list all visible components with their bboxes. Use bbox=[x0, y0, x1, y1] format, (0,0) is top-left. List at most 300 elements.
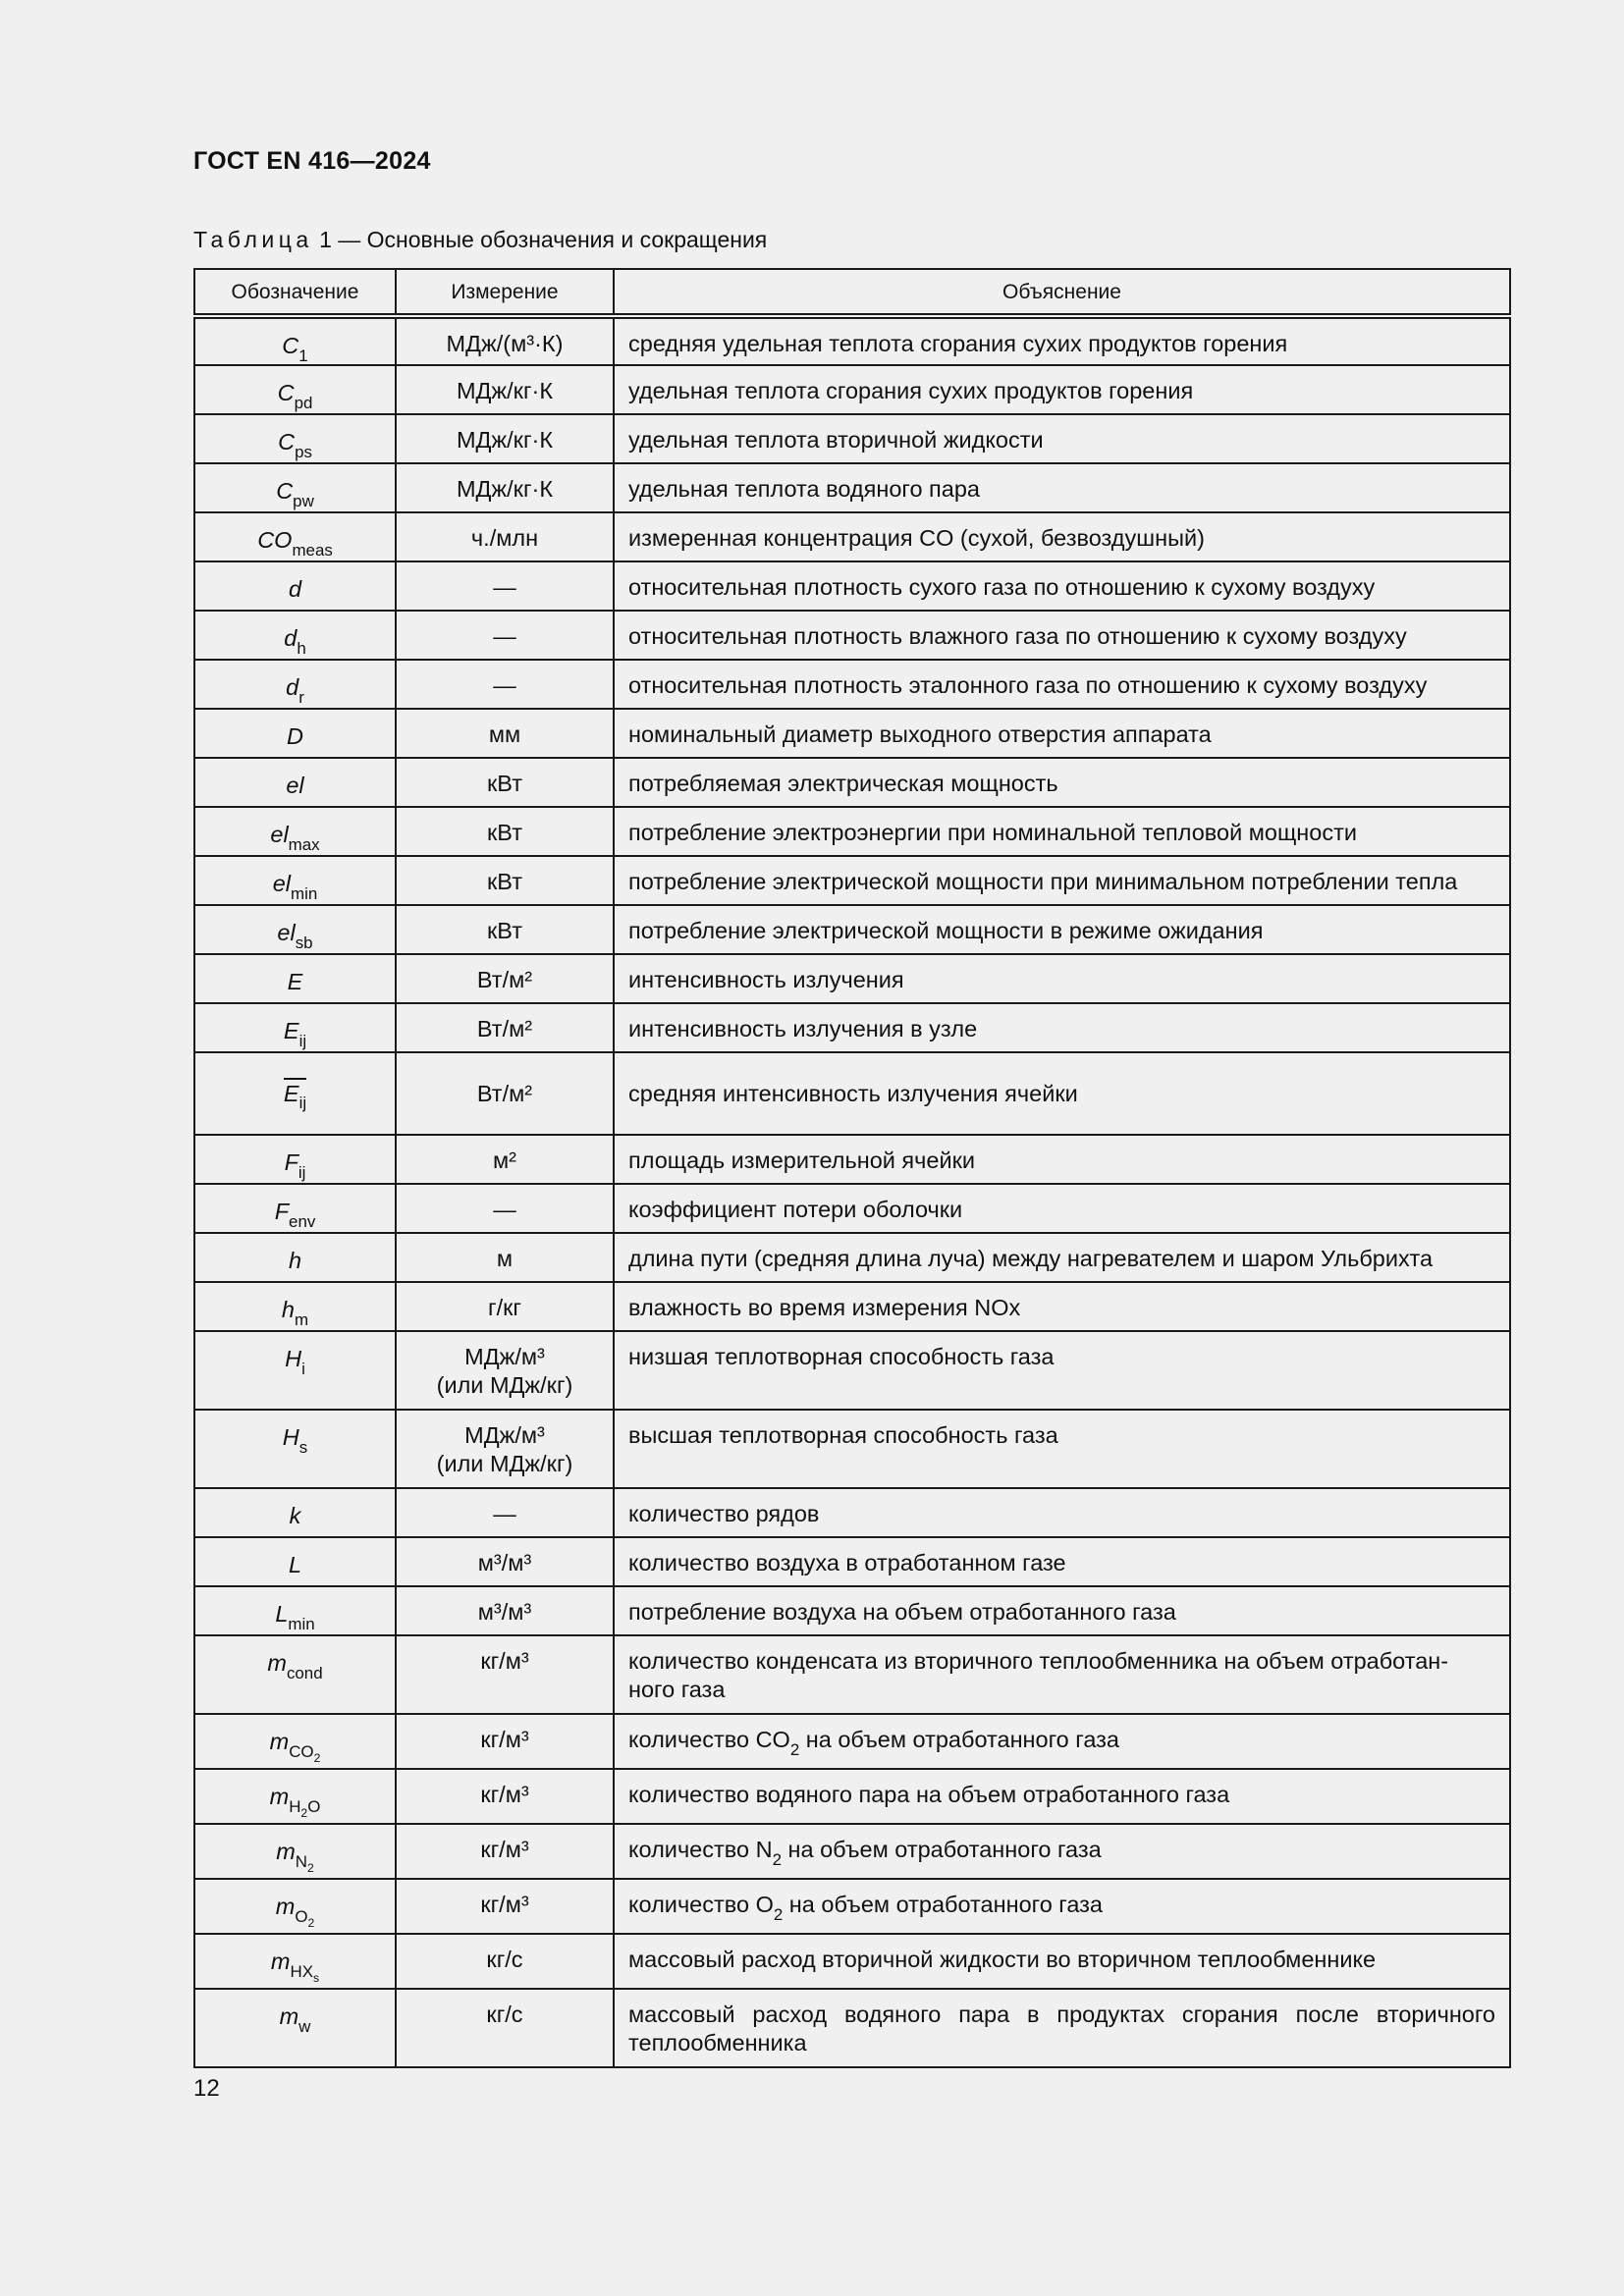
explanation-cell bbox=[614, 1003, 1510, 1052]
unit-text: МДж/кг·К bbox=[456, 378, 554, 403]
symbol-base: m bbox=[276, 1839, 296, 1864]
symbol-subscript bbox=[299, 1094, 307, 1112]
unit-cell bbox=[396, 365, 614, 414]
explanation-cell bbox=[614, 954, 1510, 1003]
unit-text: МДж/м³ bbox=[464, 1422, 545, 1448]
explanation-text: относительная плотность сухого газа по отношению к сухому воздуху bbox=[628, 574, 1376, 600]
explanation-text-tail: на объем отработанного газа bbox=[799, 1727, 1119, 1752]
explanation-cell bbox=[614, 611, 1510, 660]
symbol bbox=[272, 871, 318, 903]
explanation-text-continued: теплообменника bbox=[628, 2030, 807, 2056]
explanation-text: потребление воздуха на объем отработанного газа bbox=[628, 1599, 1176, 1625]
subscript-subscript: 2 bbox=[307, 1861, 314, 1876]
symbol-cell bbox=[194, 1184, 396, 1233]
column-header-explanation: Объяснение bbox=[614, 269, 1510, 316]
explanation-text: интенсивность излучения в узле bbox=[628, 1016, 978, 1041]
unit-text: кВт bbox=[487, 918, 522, 943]
symbol-cell bbox=[194, 954, 396, 1003]
table-row bbox=[194, 1537, 1510, 1586]
table-row bbox=[194, 1003, 1510, 1052]
table-row bbox=[194, 807, 1510, 856]
symbol bbox=[269, 1729, 321, 1766]
unit-cell bbox=[396, 1052, 614, 1135]
table-row bbox=[194, 1714, 1510, 1769]
symbol-base: F bbox=[274, 1199, 290, 1224]
symbol-base: m bbox=[275, 1894, 296, 1919]
symbol bbox=[290, 1503, 301, 1528]
symbol bbox=[286, 674, 304, 707]
symbol bbox=[270, 1949, 320, 1986]
symbol-subscript bbox=[289, 835, 320, 854]
symbol-subscript bbox=[298, 688, 304, 707]
unit-text: кг/м³ bbox=[480, 1648, 529, 1674]
explanation-text: номинальный диаметр выходного отверстия аппарата bbox=[628, 721, 1212, 747]
unit-cell bbox=[396, 1488, 614, 1537]
unit-cell bbox=[396, 1714, 614, 1769]
explanation-cell bbox=[614, 316, 1510, 365]
symbol-overlined bbox=[283, 1078, 307, 1113]
unit-cell bbox=[396, 611, 614, 660]
symbol-subscript bbox=[298, 347, 307, 365]
symbol bbox=[286, 773, 303, 798]
unit-cell bbox=[396, 1003, 614, 1052]
explanation-text-tail: на объем отработанного газа bbox=[781, 1837, 1102, 1862]
table-row bbox=[194, 1488, 1510, 1537]
caption-word: Таблица bbox=[193, 227, 313, 252]
explanation-cell bbox=[614, 512, 1510, 561]
page-number: 12 bbox=[193, 2075, 220, 2102]
subscript-tail: O bbox=[307, 1796, 321, 1816]
subscript-text: ij bbox=[298, 1094, 307, 1113]
symbol-cell bbox=[194, 807, 396, 856]
unit-text: кг/с bbox=[486, 2002, 523, 2027]
symbol-base: F bbox=[284, 1149, 298, 1175]
explanation-cell bbox=[614, 856, 1510, 905]
table-row bbox=[194, 1635, 1510, 1714]
table-row bbox=[194, 660, 1510, 709]
symbol-subscript bbox=[299, 1438, 307, 1457]
unit-cell bbox=[396, 1934, 614, 1989]
symbol-cell bbox=[194, 316, 396, 365]
unit-text: м³/м³ bbox=[477, 1599, 532, 1625]
symbol bbox=[289, 1552, 301, 1577]
symbol-cell bbox=[194, 1233, 396, 1282]
unit-cell bbox=[396, 1135, 614, 1184]
table-row bbox=[194, 1233, 1510, 1282]
document-title: ГОСТ EN 416—2024 bbox=[193, 147, 431, 175]
symbol-subscript bbox=[298, 2017, 310, 2036]
table-row bbox=[194, 856, 1510, 905]
symbol-base: H bbox=[282, 1424, 299, 1450]
subscript-text: min bbox=[291, 883, 318, 903]
unit-cell bbox=[396, 463, 614, 512]
unit-cell bbox=[396, 660, 614, 709]
unit-cell bbox=[396, 758, 614, 807]
symbol-cell bbox=[194, 1410, 396, 1488]
explanation-text-continued: ного газа bbox=[628, 1677, 726, 1702]
unit-cell bbox=[396, 1824, 614, 1879]
symbol-cell bbox=[194, 1879, 396, 1934]
symbol-cell bbox=[194, 1635, 396, 1714]
explanation-cell bbox=[614, 709, 1510, 758]
symbol-subscript bbox=[295, 394, 313, 412]
unit-text: кВт bbox=[487, 869, 522, 894]
unit-text: ч./млн bbox=[470, 525, 539, 551]
explanation-text: количество конденсата из вторичного теплообменника на объем отработан- bbox=[628, 1648, 1449, 1674]
table-row bbox=[194, 512, 1510, 561]
unit-cell bbox=[396, 1331, 614, 1410]
column-header-symbol: Обозначение bbox=[194, 269, 396, 316]
explanation-text: относительная плотность эталонного газа по отношению к сухому воздуху bbox=[628, 672, 1428, 698]
unit-cell bbox=[396, 1879, 614, 1934]
symbol-base: m bbox=[270, 1949, 291, 1974]
subscript-text: pd bbox=[294, 393, 313, 412]
unit-text: кг/м³ bbox=[480, 1727, 529, 1752]
symbol-subscript bbox=[293, 492, 314, 510]
caption-text: 1 — Основные обозначения и сокращения bbox=[312, 227, 768, 252]
explanation-cell bbox=[614, 1331, 1510, 1410]
symbol-cell bbox=[194, 414, 396, 463]
unit-cell bbox=[396, 1635, 614, 1714]
symbol-cell bbox=[194, 1934, 396, 1989]
symbol-cell bbox=[194, 1537, 396, 1586]
unit-cell bbox=[396, 1586, 614, 1635]
subscript-text: min bbox=[288, 1614, 315, 1633]
symbol-cell bbox=[194, 1824, 396, 1879]
symbol-subscript bbox=[297, 639, 305, 658]
symbol-cell bbox=[194, 611, 396, 660]
explanation-text: потребление электроэнергии при номинальной тепловой мощности bbox=[628, 820, 1357, 845]
symbol bbox=[289, 1248, 301, 1273]
symbol-base: el bbox=[277, 920, 296, 945]
explanation-cell bbox=[614, 1233, 1510, 1282]
table-row bbox=[194, 365, 1510, 414]
explanation-text: потребление электрической мощности при минимальном потреблении тепла bbox=[628, 869, 1458, 894]
subscript-text: env bbox=[289, 1211, 316, 1231]
subscript-subscript: 2 bbox=[307, 1916, 315, 1931]
symbol-subscript bbox=[289, 1796, 321, 1821]
subscript-text: pw bbox=[293, 491, 314, 510]
symbol-base: L bbox=[288, 1552, 302, 1577]
unit-cell bbox=[396, 856, 614, 905]
explanation-text: длина пути (средняя длина луча) между нагревателем и шаром Ульбрихта bbox=[628, 1246, 1434, 1271]
unit-text: МДж/м³ bbox=[464, 1344, 545, 1369]
symbol-cell bbox=[194, 1714, 396, 1769]
unit-cell bbox=[396, 1184, 614, 1233]
table-row bbox=[194, 1934, 1510, 1989]
unit-text: г/кг bbox=[488, 1295, 521, 1320]
symbol bbox=[285, 1346, 305, 1378]
table-row bbox=[194, 463, 1510, 512]
symbol-base: C bbox=[278, 429, 296, 454]
subscript-text: h bbox=[297, 638, 306, 658]
column-header-unit: Измерение bbox=[396, 269, 614, 316]
symbol bbox=[278, 429, 312, 461]
explanation-text: низшая теплотворная способность газа bbox=[628, 1344, 1055, 1369]
subscript-text: s bbox=[298, 1437, 308, 1457]
subscript-text: 1 bbox=[298, 346, 308, 365]
symbol bbox=[282, 333, 308, 365]
unit-text: МДж/(м³·К) bbox=[446, 331, 564, 356]
explanation-text: количество воздуха в отработанном газе bbox=[628, 1550, 1066, 1575]
unit-cell bbox=[396, 512, 614, 561]
symbol-base: L bbox=[275, 1601, 289, 1627]
subscript-subscript: 2 bbox=[300, 1806, 308, 1821]
symbol-subscript bbox=[296, 934, 313, 952]
symbol-cell bbox=[194, 561, 396, 611]
subscript-subscript: 2 bbox=[313, 1751, 321, 1766]
symbol-cell bbox=[194, 1052, 396, 1135]
symbol-base: d bbox=[288, 576, 302, 602]
unit-cell bbox=[396, 414, 614, 463]
symbol-base: C bbox=[277, 380, 295, 405]
symbol-subscript bbox=[288, 1615, 314, 1633]
symbol-base: m bbox=[269, 1729, 290, 1754]
explanation-cell bbox=[614, 1488, 1510, 1537]
symbol-base: C bbox=[282, 333, 299, 358]
symbol-subscript bbox=[291, 884, 317, 903]
symbol-base: C bbox=[276, 478, 294, 504]
symbol-subscript bbox=[289, 1212, 315, 1231]
unit-text: — bbox=[493, 574, 516, 600]
symbol-base: k bbox=[289, 1503, 301, 1528]
symbol-base: el bbox=[270, 822, 289, 847]
symbol-subscript bbox=[295, 443, 312, 461]
explanation-text: измеренная концентрация CO (сухой, безвоздушный) bbox=[628, 525, 1205, 551]
subscript-text: CO bbox=[289, 1741, 314, 1761]
explanation-text: высшая теплотворная способность газа bbox=[628, 1422, 1058, 1448]
explanation-cell bbox=[614, 1769, 1510, 1824]
subscript-text: r bbox=[298, 687, 304, 707]
explanation-text: массовый расход водяного пара в продуктах сгорания после вторичного bbox=[628, 2002, 1495, 2027]
unit-cell bbox=[396, 561, 614, 611]
explanation-text: количество рядов bbox=[628, 1501, 820, 1526]
symbol bbox=[257, 527, 333, 560]
unit-cell bbox=[396, 807, 614, 856]
symbol-cell bbox=[194, 1769, 396, 1824]
table-row bbox=[194, 611, 1510, 660]
table-row bbox=[194, 1879, 1510, 1934]
explanation-cell bbox=[614, 414, 1510, 463]
subscript-text: HX bbox=[290, 1961, 313, 1981]
explanation-cell bbox=[614, 1537, 1510, 1586]
unit-text: Вт/м² bbox=[476, 967, 533, 992]
symbol-base: E bbox=[283, 1080, 299, 1106]
table-row bbox=[194, 905, 1510, 954]
explanation-cell bbox=[614, 463, 1510, 512]
unit-text: кг/с bbox=[486, 1947, 523, 1972]
explanation-cell bbox=[614, 1879, 1510, 1934]
table-row bbox=[194, 1282, 1510, 1331]
unit-text: Вт/м² bbox=[476, 1016, 533, 1041]
explanation-text: площадь измерительной ячейки bbox=[628, 1148, 976, 1173]
explanation-text: количество CO bbox=[628, 1727, 790, 1752]
subscript-text: ps bbox=[295, 442, 312, 461]
symbol-subscript bbox=[295, 1851, 314, 1876]
symbol-subscript bbox=[289, 1741, 321, 1766]
explanation-text: относительная плотность влажного газа по отношению к сухому воздуху bbox=[628, 623, 1407, 649]
subscript-text: H bbox=[289, 1796, 301, 1816]
symbol-subscript bbox=[301, 1360, 305, 1378]
unit-text: м bbox=[496, 1246, 514, 1271]
unit-text: — bbox=[493, 623, 516, 649]
symbol-base: m bbox=[269, 1784, 290, 1809]
explanation-text: интенсивность излучения bbox=[628, 967, 904, 992]
table-row bbox=[194, 414, 1510, 463]
unit-cell bbox=[396, 1233, 614, 1282]
explanation-cell bbox=[614, 1714, 1510, 1769]
symbol-base: el bbox=[272, 871, 292, 896]
symbol-base: h bbox=[281, 1297, 295, 1322]
unit-text: кВт bbox=[487, 771, 522, 796]
explanation-cell bbox=[614, 1635, 1510, 1714]
explanation-cell bbox=[614, 1410, 1510, 1488]
symbol-base: E bbox=[283, 1018, 299, 1043]
explanation-cell bbox=[614, 365, 1510, 414]
symbol bbox=[274, 1199, 316, 1231]
explanation-cell bbox=[614, 561, 1510, 611]
unit-text: МДж/кг·К bbox=[456, 427, 554, 453]
symbol-cell bbox=[194, 856, 396, 905]
symbol bbox=[282, 1424, 308, 1457]
symbol-cell bbox=[194, 905, 396, 954]
subscript-text: ij bbox=[298, 1031, 307, 1050]
symbol-subscript bbox=[287, 1664, 323, 1682]
table-row bbox=[194, 1052, 1510, 1135]
unit-text: — bbox=[493, 672, 516, 698]
unit-cell bbox=[396, 709, 614, 758]
unit-cell bbox=[396, 1410, 614, 1488]
subscript-text: cond bbox=[286, 1663, 323, 1682]
symbol bbox=[284, 1149, 306, 1182]
symbol bbox=[287, 723, 303, 749]
explanation-text: количество водяного пара на объем отработанного газа bbox=[628, 1782, 1230, 1807]
symbol bbox=[276, 1839, 314, 1876]
unit-text: мм bbox=[488, 721, 521, 747]
explanation-cell bbox=[614, 1052, 1510, 1135]
symbol-base: m bbox=[267, 1650, 287, 1676]
symbol-cell bbox=[194, 709, 396, 758]
unit-cell bbox=[396, 316, 614, 365]
explanation-text: влажность во время измерения NOx bbox=[628, 1295, 1021, 1320]
symbol-base: CO bbox=[257, 527, 293, 553]
unit-text: — bbox=[493, 1197, 516, 1222]
unit-cell bbox=[396, 954, 614, 1003]
symbol-cell bbox=[194, 758, 396, 807]
unit-text: — bbox=[493, 1501, 516, 1526]
table-row bbox=[194, 709, 1510, 758]
explanation-cell bbox=[614, 1989, 1510, 2067]
symbol-cell bbox=[194, 1331, 396, 1410]
unit-cell bbox=[396, 1989, 614, 2067]
table-row bbox=[194, 1769, 1510, 1824]
symbol-cell bbox=[194, 463, 396, 512]
explanation-text: удельная теплота вторичной жидкости bbox=[628, 427, 1044, 453]
subscript-text: O bbox=[295, 1906, 308, 1926]
symbol-subscript bbox=[299, 1032, 307, 1050]
explanation-text: удельная теплота сгорания сухих продуктов горения bbox=[628, 378, 1194, 403]
subscript-text: m bbox=[294, 1309, 309, 1329]
subscript-text: N bbox=[295, 1851, 307, 1871]
symbol bbox=[269, 1784, 321, 1821]
symbol-cell bbox=[194, 1282, 396, 1331]
unit-text: м³/м³ bbox=[477, 1550, 532, 1575]
symbol bbox=[284, 625, 306, 658]
symbol-subscript bbox=[295, 1310, 308, 1329]
explanation-subscript: 2 bbox=[789, 1739, 800, 1759]
explanation-cell bbox=[614, 1824, 1510, 1879]
symbol-subscript bbox=[298, 1163, 306, 1182]
symbols-table bbox=[193, 268, 1511, 2068]
symbol-base: d bbox=[286, 674, 299, 700]
table-row bbox=[194, 1989, 1510, 2067]
symbol bbox=[288, 969, 303, 994]
unit-cell bbox=[396, 1282, 614, 1331]
symbol bbox=[270, 822, 320, 854]
symbol-base: el bbox=[286, 773, 304, 798]
unit-cell bbox=[396, 905, 614, 954]
table-body bbox=[194, 316, 1510, 2067]
symbol-subscript bbox=[292, 541, 332, 560]
unit-text: МДж/кг·К bbox=[456, 476, 554, 502]
explanation-text: количество O bbox=[628, 1892, 774, 1917]
explanation-subscript: 2 bbox=[772, 1849, 782, 1869]
explanation-cell bbox=[614, 758, 1510, 807]
symbol-base: h bbox=[288, 1248, 302, 1273]
explanation-cell bbox=[614, 1586, 1510, 1635]
subscript-text: w bbox=[298, 2016, 311, 2036]
symbol bbox=[281, 1297, 309, 1329]
unit-cell bbox=[396, 1769, 614, 1824]
symbol bbox=[277, 380, 313, 412]
symbol-cell bbox=[194, 660, 396, 709]
explanation-text: количество N bbox=[628, 1837, 773, 1862]
unit-text: м² bbox=[493, 1148, 516, 1173]
explanation-text: средняя интенсивность излучения ячейки bbox=[628, 1080, 1078, 1106]
symbol-cell bbox=[194, 1135, 396, 1184]
table-row bbox=[194, 316, 1510, 365]
symbol bbox=[279, 2003, 311, 2036]
table-row bbox=[194, 1331, 1510, 1410]
explanation-cell bbox=[614, 905, 1510, 954]
table-row bbox=[194, 758, 1510, 807]
table-row bbox=[194, 1824, 1510, 1879]
symbol-cell bbox=[194, 1586, 396, 1635]
symbol-subscript bbox=[290, 1961, 320, 1986]
explanation-text: потребление электрической мощности в режиме ожидания bbox=[628, 918, 1264, 943]
explanation-text: массовый расход вторичной жидкости во вторичном теплообменнике bbox=[628, 1947, 1377, 1972]
subscript-text: max bbox=[288, 834, 320, 854]
symbol bbox=[289, 576, 301, 602]
table-caption bbox=[193, 227, 767, 253]
table-row bbox=[194, 1410, 1510, 1488]
symbol-cell bbox=[194, 1488, 396, 1537]
table-row bbox=[194, 1135, 1510, 1184]
subscript-text: sb bbox=[295, 933, 313, 952]
explanation-cell bbox=[614, 807, 1510, 856]
subscript-text: i bbox=[301, 1359, 305, 1378]
symbol bbox=[276, 478, 314, 510]
subscript-text: meas bbox=[292, 540, 333, 560]
symbol bbox=[277, 920, 313, 952]
unit-text: кг/м³ bbox=[480, 1837, 529, 1862]
subscript-subscript: s bbox=[312, 1971, 320, 1986]
explanation-subscript: 2 bbox=[773, 1904, 784, 1924]
symbol bbox=[275, 1894, 315, 1931]
symbol bbox=[267, 1650, 323, 1682]
explanation-text-tail: на объем отработанного газа bbox=[783, 1892, 1103, 1917]
symbol-base: m bbox=[279, 2003, 299, 2029]
